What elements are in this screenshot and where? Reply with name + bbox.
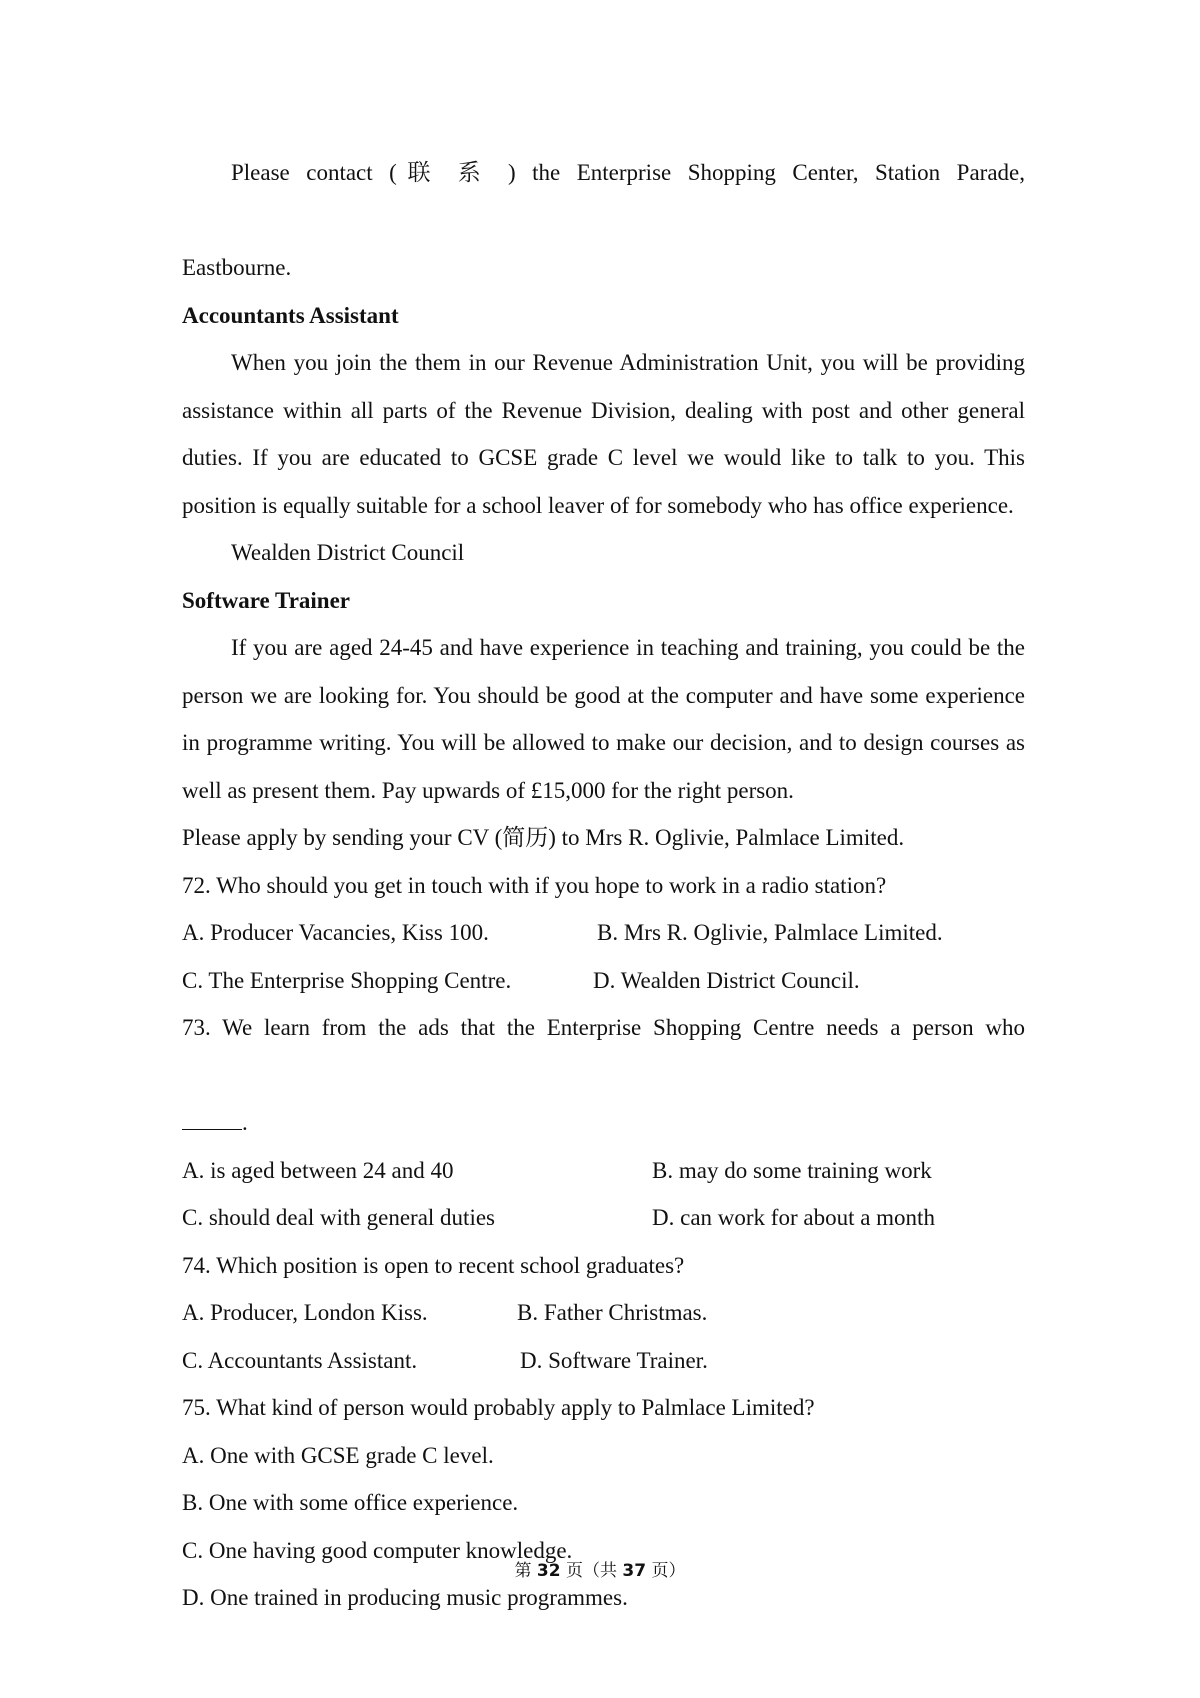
question-75-option-b: B. One with some office experience.: [182, 1490, 519, 1515]
accountants-assistant-signoff: Wealden District Council: [231, 540, 465, 565]
question-72-option-d: D. Wealden District Council.: [593, 967, 860, 993]
footer-total-pages: 37: [622, 1561, 647, 1581]
footer-suffix: 页）: [646, 1561, 686, 1581]
intro-line-1: Please contact (联 系 ) the Enterprise Shopping Center, Station Parade,: [231, 160, 1025, 185]
question-72-option-a: A. Producer Vacancies, Kiss 100.: [182, 920, 489, 945]
question-72-option-b: B. Mrs R. Oglivie, Palmlace Limited.: [597, 920, 943, 945]
question-73-options-row-1: [182, 1147, 1025, 1195]
question-74-options-row-2: [182, 1337, 1025, 1385]
intro-line-2: Eastbourne.: [182, 255, 292, 280]
question-74-option-a: A. Producer, London Kiss.: [182, 1300, 428, 1325]
question-74-options-row-1: [182, 1289, 1025, 1337]
footer-middle: 页（共: [560, 1561, 623, 1581]
question-73-option-c: C. should deal with general duties: [182, 1205, 495, 1230]
page-content: [182, 149, 1025, 1622]
question-73-option-d: D. can work for about a month: [652, 1205, 935, 1230]
question-73-options-row-2: [182, 1194, 1025, 1242]
question-74: 74. Which position is open to recent school graduates?: [182, 1252, 685, 1278]
question-75-option-d: D. One trained in producing music programmes.: [182, 1585, 628, 1610]
question-75-option-c: C. One having good computer knowledge.: [182, 1537, 573, 1563]
question-74-option-d: D. Software Trainer.: [520, 1347, 708, 1373]
footer-page-number: 32: [536, 1561, 561, 1581]
software-trainer-body: If you are aged 24-45 and have experience in teaching and training, you could be the person we are looking for. You should be good at the computer and have some experience in programme writing. You will be allowed to make our decision, and to design courses as well as present them. Pay upwards of £15,000 for the right person.: [182, 635, 1025, 803]
software-trainer-heading: Software Trainer: [182, 587, 350, 613]
answer-blank: [182, 1109, 242, 1130]
question-73-blank-line: [182, 1099, 1025, 1147]
page-footer: [0, 1556, 1200, 1581]
software-trainer-apply: Please apply by sending your CV (简历) to Mrs R. Oglivie, Palmlace Limited.: [182, 825, 905, 850]
accountants-assistant-heading: Accountants Assistant: [182, 302, 399, 328]
question-72-options-row-2: [182, 957, 1025, 1005]
question-72-option-c: C. The Enterprise Shopping Centre.: [182, 967, 512, 993]
question-73-tail: .: [242, 1110, 248, 1135]
question-75: 75. What kind of person would probably apply to Palmlace Limited?: [182, 1395, 815, 1420]
question-73-option-a: A. is aged between 24 and 40: [182, 1157, 454, 1183]
question-75-option-a: A. One with GCSE grade C level.: [182, 1442, 494, 1468]
question-73-option-b: B. may do some training work: [652, 1157, 932, 1183]
question-72-options-row-1: [182, 909, 1025, 957]
question-74-option-c: C. Accountants Assistant.: [182, 1347, 418, 1373]
question-72: 72. Who should you get in touch with if you hope to work in a radio station?: [182, 872, 887, 898]
accountants-assistant-body: When you join the them in our Revenue Administration Unit, you will be providing assistance within all parts of the Revenue Division, dealing with post and other general duties. If you are educated to GCSE grade C level we would like to talk to you. This position is equally suitable for a school leaver of for somebody who has office experience.: [182, 350, 1025, 518]
question-74-option-b: B. Father Christmas.: [517, 1300, 708, 1325]
footer-prefix: 第: [514, 1561, 537, 1581]
question-73: 73. We learn from the ads that the Enterprise Shopping Centre needs a person who: [182, 1015, 1025, 1040]
